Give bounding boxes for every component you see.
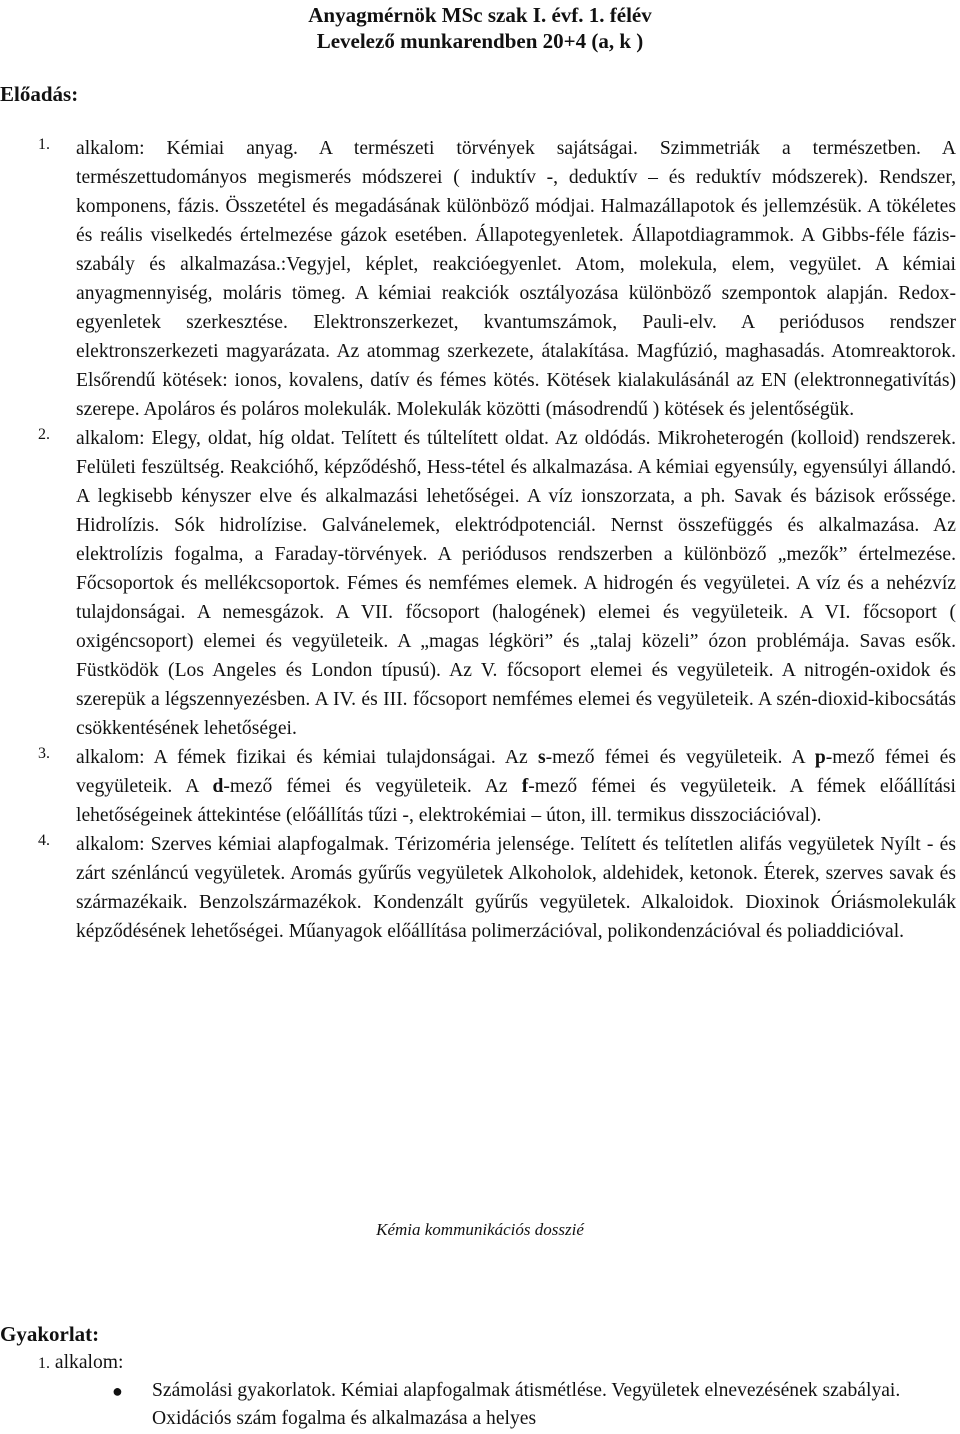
item-text: alkalom: Kémiai anyag. A természeti törvények sajátságai. Szimmetriák a természetben. A természettudományos megismerés módszerei ( induktív -, deduktív – és reduktív módszerek). Rendszer, komponens, fázis. Összetétel és megadásának különböző módjai. Halmazállapotok és jellemzésük. A tökéletes és reális viselkedés értelmezése gázok esetében. Állapotegyenletek. Állapotdiagrammok. A Gibbs-féle fázis- szabály és alkalmazása.:Vegyjel, képlet, reakcióegyenlet. Atom, molekula, elem, vegyület. A kémiai anyagmennyiség, moláris tömeg. A kémiai reakciók osztályozása különböző szempontok alapján. Redox-egyenletek szerkesztése. Elektronszerkezet, kvantumszámok, Pauli-elv. A periódusos rendszer elektronszerkezeti magyarázata. Az atommag szerkezete, átalakítása. Magfúzió, maghasadás. Atomreaktorok. Elsőrendű kötések: ionos, kovalens, datív és fémes kötés. Kötések kialakulásánál az EN (elektronnegativítás) szerepe. Apoláros és poláros molekulák. Molekulák közötti (másodrendű ) kötések és jelentőségük. (76, 138, 956, 420)
item-number: 3. (38, 745, 50, 762)
bullet-icon: ● (112, 1381, 123, 1401)
item-number: 1. (38, 136, 50, 153)
list-item (0, 424, 960, 743)
list-item (0, 743, 960, 830)
item-text (76, 743, 956, 830)
text-segment: -mező fémei és vegyületeik. A fémek előállítási lehetőségeinek áttekintése (előállítás tűzi -, elektrokémiai – úton, ill. termikus disszociációval). (76, 776, 956, 826)
item-text: alkalom: Szerves kémiai alapfogalmak. Térizoméria jelensége. Telített és telítetlen alifás vegyületek Nyílt - és zárt szénláncú vegyületek. Aromás gyűrűs vegyületek Alkoholok, aldehidek, ketonok. Éterek, szerves savak és származékaik. Benzolszármazékok. Kondenzált gyűrűs vegyületek. Alkaloidok. Dioxinok Óriásmolekulák képződésének lehetőségei. Műanyagok előállítása polimerzációval, polikondenzációval és poliaddicióval. (76, 834, 956, 942)
item-text: Számolási gyakorlatok. Kémiai alapfogalmak átismétlése. Vegyületek elnevezésének szabályai. Oxidációs szám fogalma és alkalmazása a helyes (152, 1380, 901, 1429)
item-number: 4. (38, 832, 50, 849)
list-item (0, 830, 960, 946)
text-segment: -mező fémei és vegyületeik. A (76, 747, 957, 797)
item-text: alkalom: Elegy, oldat, híg oldat. Telített és túltelített oldat. Az oldódás. Mikroheterogén (kolloid) rendszerek. Felületi feszültség. Reakcióhő, képződéshő, Hess-tétel és alkalmazása. A kémiai egyensúly, egyensúlyi állandó. A legkisebb kényszer elve és alkalmazási lehetőségei. A víz ionszorzata, a ph. Savak és bázisok erőssége. Hidrolízis. Sók hidrolízise. Galvánelemek, elektródpotenciál. Nernst összefüggés és alkalmazása. Az elektrolízis fogalma, a Faraday-törvények. A periódusos rendszerben a különböző „mezők” értelmezése. Főcsoportok és mellékcsoportok. Fémes és nemfémes elemek. A hidrogén és vegyületei. A víz és a nehézvíz tulajdonságai. A nemesgázok. A VII. főcsoport (halogének) elemei és vegyületeik. A VI. főcsoport ( oxigéncsoport) elemei és vegyületeik. A „magas légköri” és „talaj közeli” ózon problémája. Savas esők. Füstködök (Los Angeles és London típusú). Az V. főcsoport elemei és vegyületeik. A nitrogén-oxidok és szerepük a légszennyezésben. A IV. és III. főcsoport nemfémes elemei és vegyületeik. A szén-dioxid-kibocsátás csökkentésének lehetőségei. (76, 428, 956, 739)
dossier-note: Kémia kommunikációs dosszié (376, 1220, 584, 1239)
item-number: 2. (38, 426, 50, 443)
list-item (0, 1377, 960, 1433)
session-label: alkalom: (54, 1352, 124, 1373)
text-segment: alkalom: A fémek fizikai és kémiai tulajdonságai. Az (76, 747, 538, 768)
bold-letter: d (212, 776, 224, 797)
practice-heading: Gyakorlat: (0, 1322, 100, 1346)
text-segment: -mező fémei és vegyületeik. Az (223, 776, 522, 797)
list-item (0, 134, 960, 424)
lecture-heading: Előadás: (0, 82, 79, 106)
lecture-list (0, 134, 960, 946)
item-number: 1. (38, 1355, 50, 1372)
document-subtitle: Levelező munkarendben 20+4 (a, k ) (316, 29, 644, 53)
bold-letter: s (537, 747, 546, 768)
practice-session-label (38, 1352, 123, 1374)
document-title: Anyagmérnök MSc szak I. évf. 1. félév (308, 3, 652, 27)
practice-list (0, 1377, 960, 1433)
bold-letter: f (521, 776, 529, 797)
bold-letter: p (814, 747, 826, 768)
text-segment: -mező fémei és vegyületeik. A (545, 747, 815, 768)
